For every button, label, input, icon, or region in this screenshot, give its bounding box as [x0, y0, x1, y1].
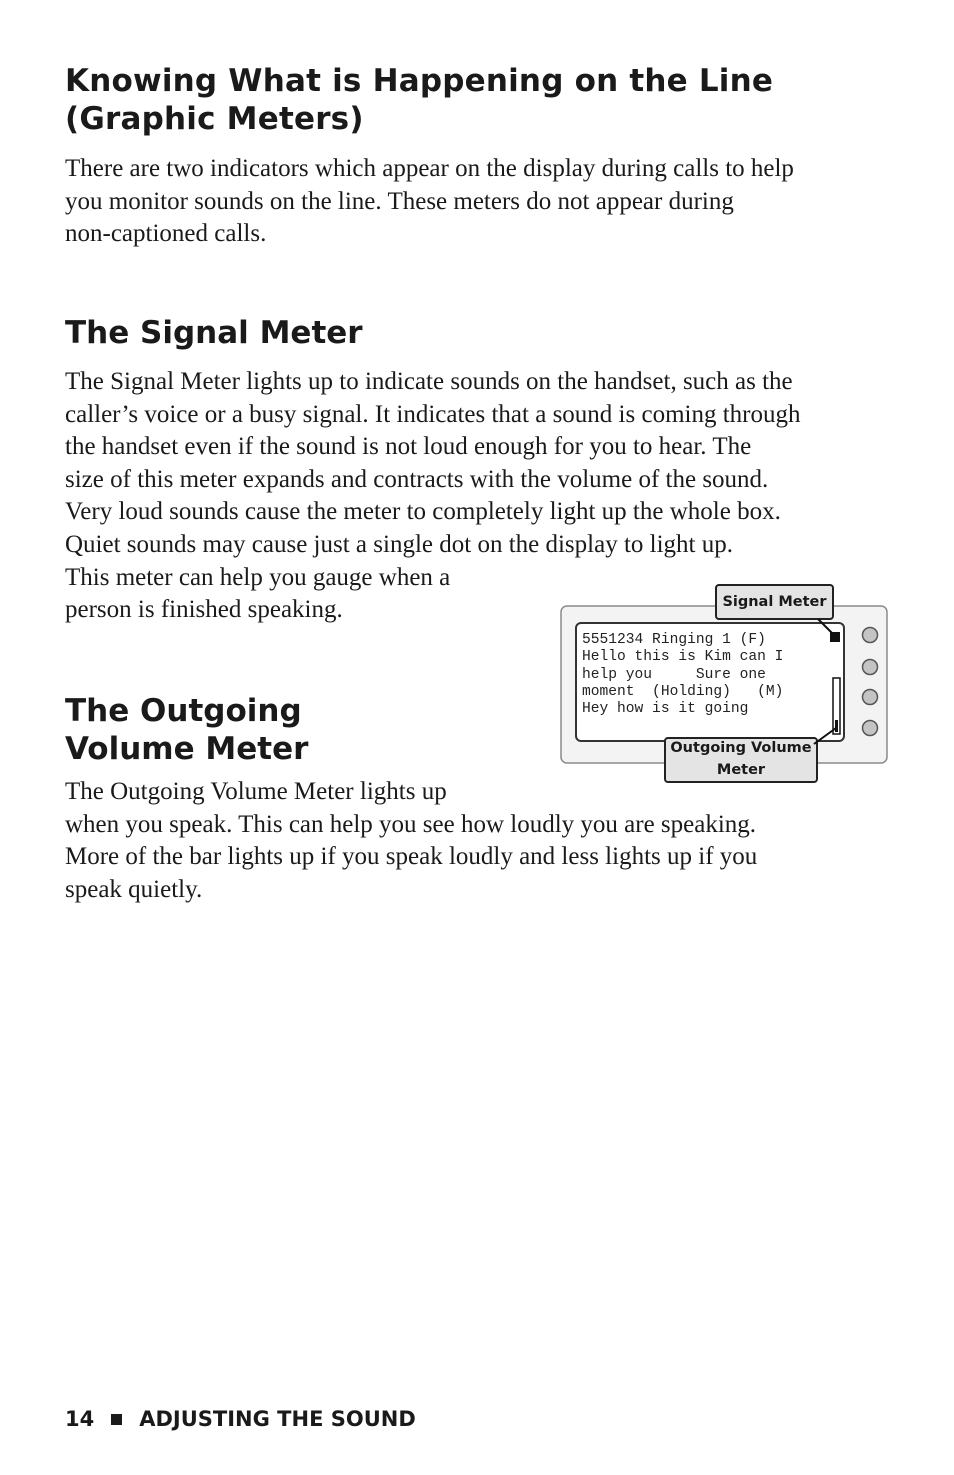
- intro-paragraph: [65, 153, 794, 251]
- outgoing-volume-callout-label: [665, 737, 817, 781]
- intro-line: non-captioned calls.: [65, 220, 267, 248]
- outgoing-volume-paragraph: [65, 776, 757, 906]
- outgoing-volume-heading: [65, 692, 308, 768]
- signal-meter-callout-label: Signal Meter: [722, 594, 827, 610]
- screen-line: moment (Holding) (M): [582, 683, 784, 700]
- screen-line: Hey how is it going: [582, 701, 749, 718]
- outgoing-volume-heading-line-1: The Outgoing: [65, 693, 302, 729]
- screen-line: help you Sure one: [582, 666, 766, 683]
- footer-section-name: ADJUSTING THE SOUND: [139, 1407, 416, 1431]
- signal-meter-line: the handset even if the sound is not loud enough for you to hear. The: [65, 433, 752, 461]
- outgoing-volume-callout-label-line-1: Outgoing Volume: [670, 740, 812, 756]
- outgoing-volume-line: speak quietly.: [65, 875, 203, 903]
- display-illustration: [556, 582, 892, 786]
- intro-line: There are two indicators which appear on the display during calls to help: [65, 155, 794, 182]
- page-title-line-2: (Graphic Meters): [65, 101, 364, 137]
- side-button-1: [863, 628, 878, 643]
- outgoing-volume-line: The Outgoing Volume Meter lights up: [65, 778, 447, 805]
- screen-line: Hello this is Kim can I: [582, 649, 784, 666]
- signal-meter-heading: The Signal Meter: [65, 315, 363, 351]
- outgoing-volume-line: when you speak. This can help you see how loudly you are speaking.: [65, 810, 757, 838]
- signal-meter-line: size of this meter expands and contracts with the volume of the sound.: [65, 465, 769, 493]
- intro-line: you monitor sounds on the line. These meters do not appear during: [65, 187, 734, 215]
- page-title-line-1: Knowing What is Happening on the Line: [65, 63, 774, 99]
- square-bullet-icon: [111, 1414, 122, 1425]
- screen-line: 5551234 Ringing 1 (F): [582, 632, 766, 648]
- signal-meter-line: The Signal Meter lights up to indicate sounds on the handset, such as the: [65, 368, 793, 395]
- outgoing-volume-callout-label-line-2: Meter: [716, 762, 766, 778]
- side-button-4: [863, 721, 878, 736]
- display-screen-text: [582, 632, 783, 718]
- signal-meter-line: This meter can help you gauge when a: [65, 563, 451, 591]
- page-title: [65, 62, 905, 138]
- signal-meter-line: person is finished speaking.: [65, 596, 343, 624]
- side-button-3: [863, 690, 878, 705]
- signal-meter-line: Very loud sounds cause the meter to completely light up the whole box.: [65, 498, 781, 526]
- signal-meter-line: Quiet sounds may cause just a single dot on the display to light up.: [65, 530, 733, 558]
- outgoing-volume-bar-fill: [835, 720, 838, 732]
- side-button-2: [863, 660, 878, 675]
- outgoing-volume-heading-line-2: Volume Meter: [65, 731, 309, 767]
- page-footer: [65, 1404, 416, 1434]
- outgoing-volume-line: More of the bar lights up if you speak loudly and less lights up if you: [65, 843, 758, 871]
- signal-meter-line: caller’s voice or a busy signal. It indicates that a sound is coming through: [65, 400, 801, 428]
- page-number: 14: [65, 1407, 95, 1431]
